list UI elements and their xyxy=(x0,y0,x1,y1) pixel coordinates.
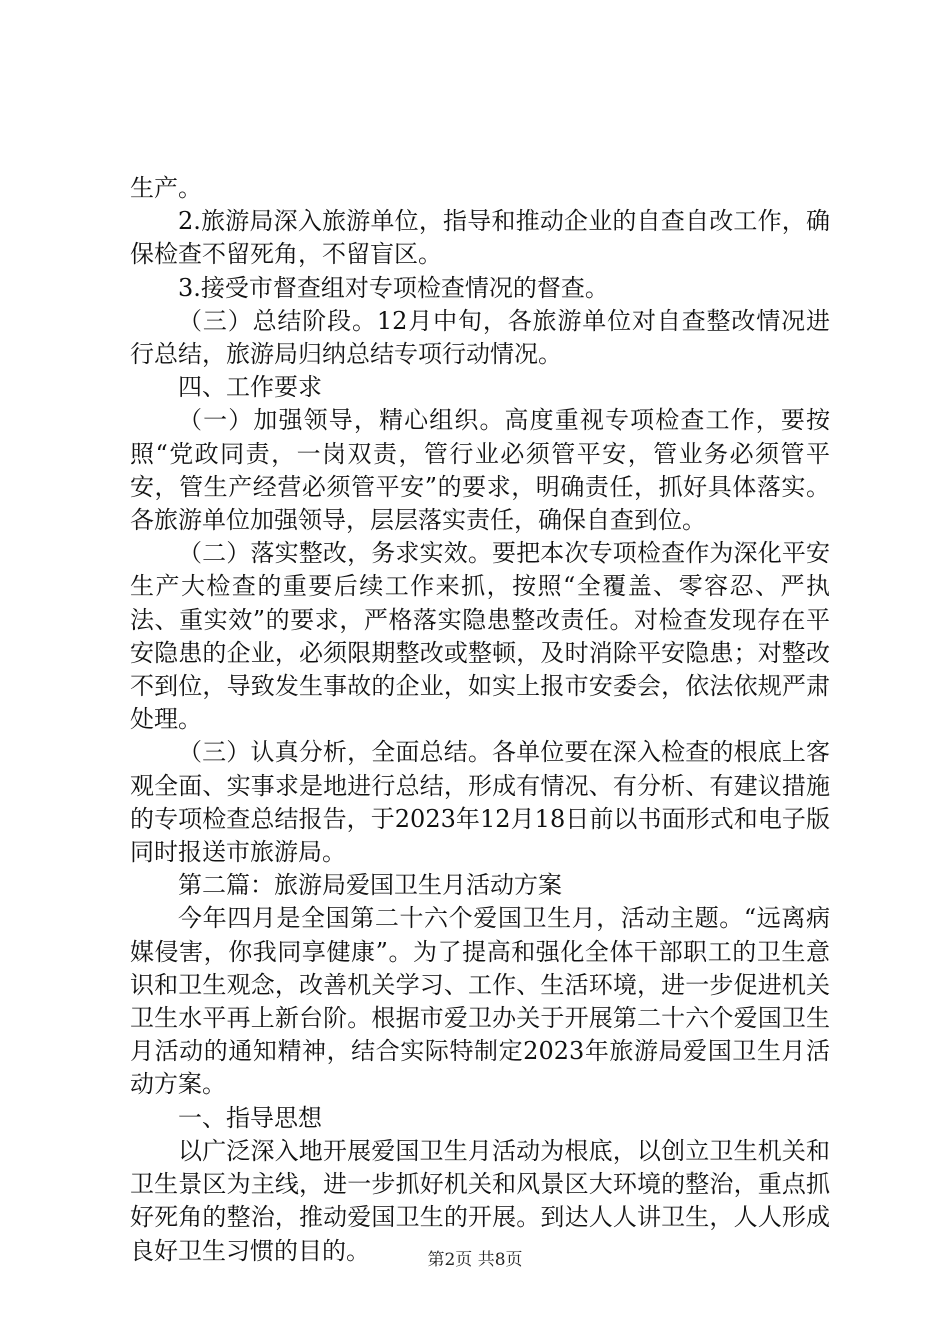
paragraph-9: 今年四月是全国第二十六个爱国卫生月，活动主题。“远离病媒侵害，你我同享健康”。为了提高和强化全体干部职工的卫生意识和卫生观念，改善机关学习、工作、生活环境，进一步促进机关卫生水平再上新台阶。根据市爱卫办关于开展第二十六个爱国卫生月活动的通知精神，结合实际特制定2023年旅游局爱国卫生月活动方案。 xyxy=(130,904,830,1099)
chapter-heading-part-two: 第二篇：旅游局爱国卫生月活动方案 xyxy=(178,871,562,900)
paragraph-1: 2.旅游局深入旅游单位，指导和推动企业的自查自改工作，确保检查不留死角，不留盲区。 xyxy=(130,207,830,269)
paragraph-11: 以广泛深入地开展爱国卫生月活动为根底，以创立卫生机关和卫生景区为主线，进一步抓好机关和风景区大环境的整治，重点抓好死角的整治，推动爱国卫生的开展。到达人人讲卫生，人人形成良好卫生习惯的目的。 xyxy=(130,1136,830,1265)
page-number-footer: 第2页 共8页 xyxy=(427,1250,523,1270)
document-body xyxy=(130,172,830,1268)
paragraph-5: （一）加强领导，精心组织。高度重视专项检查工作，要按照“党政同责，一岗双责，管行业必须管平安，管业务必须管平安，管生产经营必须管平安”的要求，明确责任，抓好具体落实。各旅游单位加强领导，层层落实责任，确保自查到位。 xyxy=(130,406,830,535)
paragraph-2: 3.接受市督查组对专项检查情况的督查。 xyxy=(178,273,609,302)
section-heading-guiding-ideology: 一、指导思想 xyxy=(178,1103,322,1132)
paragraph-7: （三）认真分析，全面总结。各单位要在深入检查的根底上客观全面、实事求是地进行总结，形成有情况、有分析、有建议措施的专项检查总结报告，于2023年12月18日前以书面形式和电子版同时报送市旅游局。 xyxy=(130,738,830,867)
paragraph-3: （三）总结阶段。12月中旬，各旅游单位对自查整改情况进行总结，旅游局归纳总结专项行动情况。 xyxy=(130,306,830,369)
section-heading-work-requirements: 四、工作要求 xyxy=(178,373,322,402)
paragraph-0: 生产。 xyxy=(130,174,202,202)
paragraph-6: （二）落实整改，务求实效。要把本次专项检查作为深化平安生产大检查的重要后续工作来抓，按照“全覆盖、零容忍、严执法、重实效”的要求，严格落实隐患整改责任。对检查发现存在平安隐患的企业，必须限期整改或整顿，及时消除平安隐患；对整改不到位，导致发生事故的企业，如实上报市安委会，依法依规严肃处理。 xyxy=(130,539,830,734)
